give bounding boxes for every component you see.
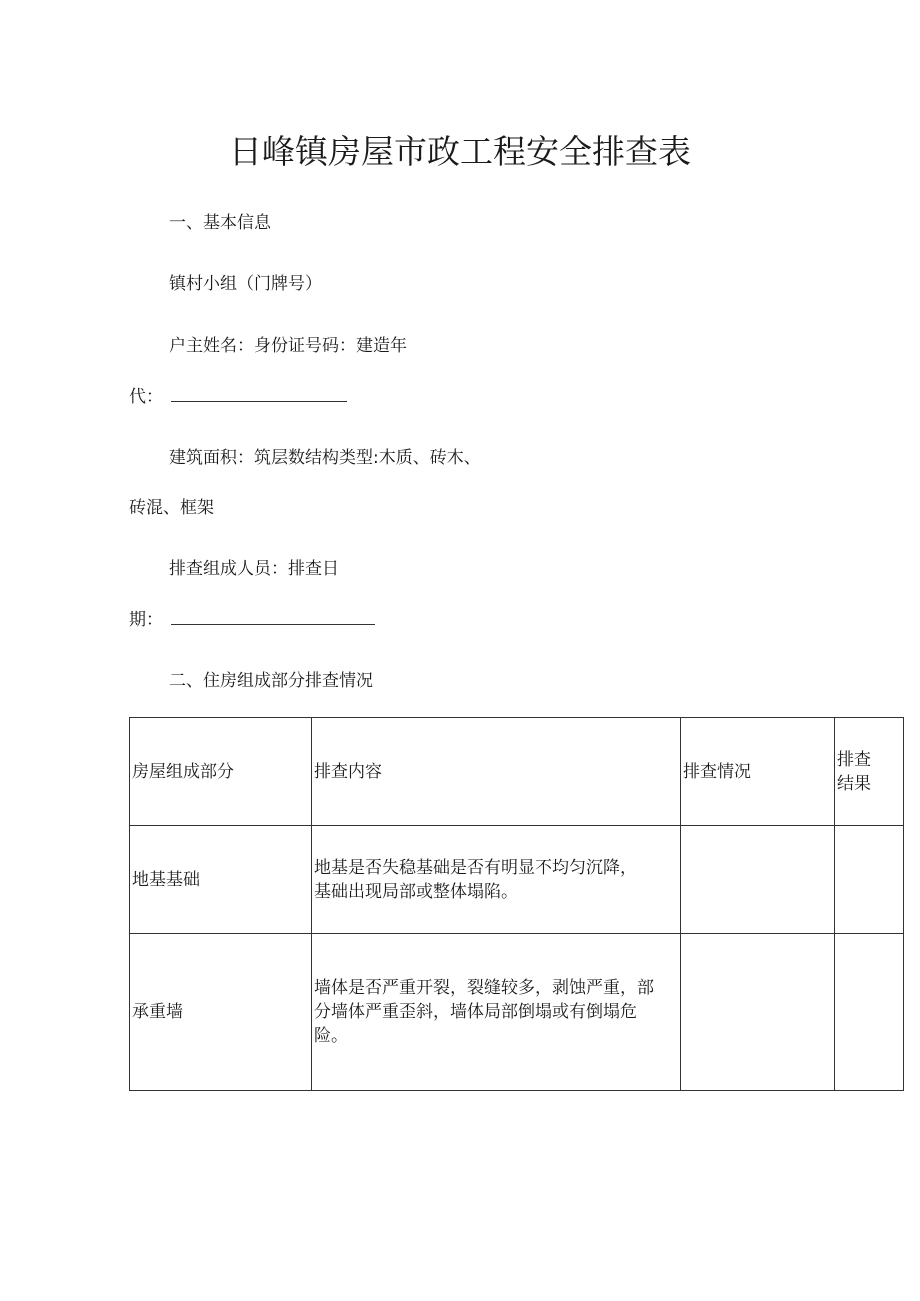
section2-heading: 二、住房组成部分排查情况 [169,671,373,691]
inspection-date-blank[interactable] [171,608,375,625]
inspector-field-line1: 排查组成人员：排查日 [169,559,339,579]
inspector-field-line2 [129,608,375,632]
table-row [130,934,904,1091]
table-row [130,826,904,934]
header-result-line2: 结果 [837,773,871,794]
row-content-line: 基础出现局部或整体塌陷。 [314,881,518,902]
owner-field-line2 [129,385,347,409]
header-status: 排查情况 [681,718,835,826]
row-result-cell[interactable] [835,826,904,934]
row-content-line: 墙体是否严重开裂，裂缝较多，剥蚀严重，部 [314,978,654,998]
row-content-line: 分墙体严重歪斜，墙体局部倒塌或有倒塌危 [314,1002,637,1022]
building-field-line1: 建筑面积：筑层数结构类型:木质、砖木、 [169,448,481,468]
inspection-date-label: 期： [129,610,163,630]
build-year-blank[interactable] [171,385,347,402]
row-content-line: 险。 [314,1026,348,1046]
section1-heading: 一、基本信息 [169,213,271,233]
row-content-line: 地基是否失稳基础是否有明显不均匀沉降， [314,857,637,878]
header-content: 排查内容 [312,718,681,826]
building-field-line2: 砖混、框架 [129,498,214,518]
build-year-label: 代： [129,387,163,407]
row-result-cell[interactable] [835,934,904,1091]
row-part: 地基基础 [130,826,312,934]
header-result-line1: 排查 [837,749,871,770]
row-content [312,826,681,934]
row-status-cell[interactable] [681,934,835,1091]
village-field: 镇村小组（门牌号） [169,274,322,294]
row-status-cell[interactable] [681,826,835,934]
header-part: 房屋组成部分 [130,718,312,826]
row-part: 承重墙 [130,934,312,1091]
inspection-table [129,717,904,1091]
row-content [312,934,681,1091]
table-header-row [130,718,904,826]
header-result [835,718,904,826]
document-title: 日峰镇房屋市政工程安全排查表 [229,132,691,171]
owner-field-line1: 户主姓名：身份证号码：建造年 [169,336,407,356]
